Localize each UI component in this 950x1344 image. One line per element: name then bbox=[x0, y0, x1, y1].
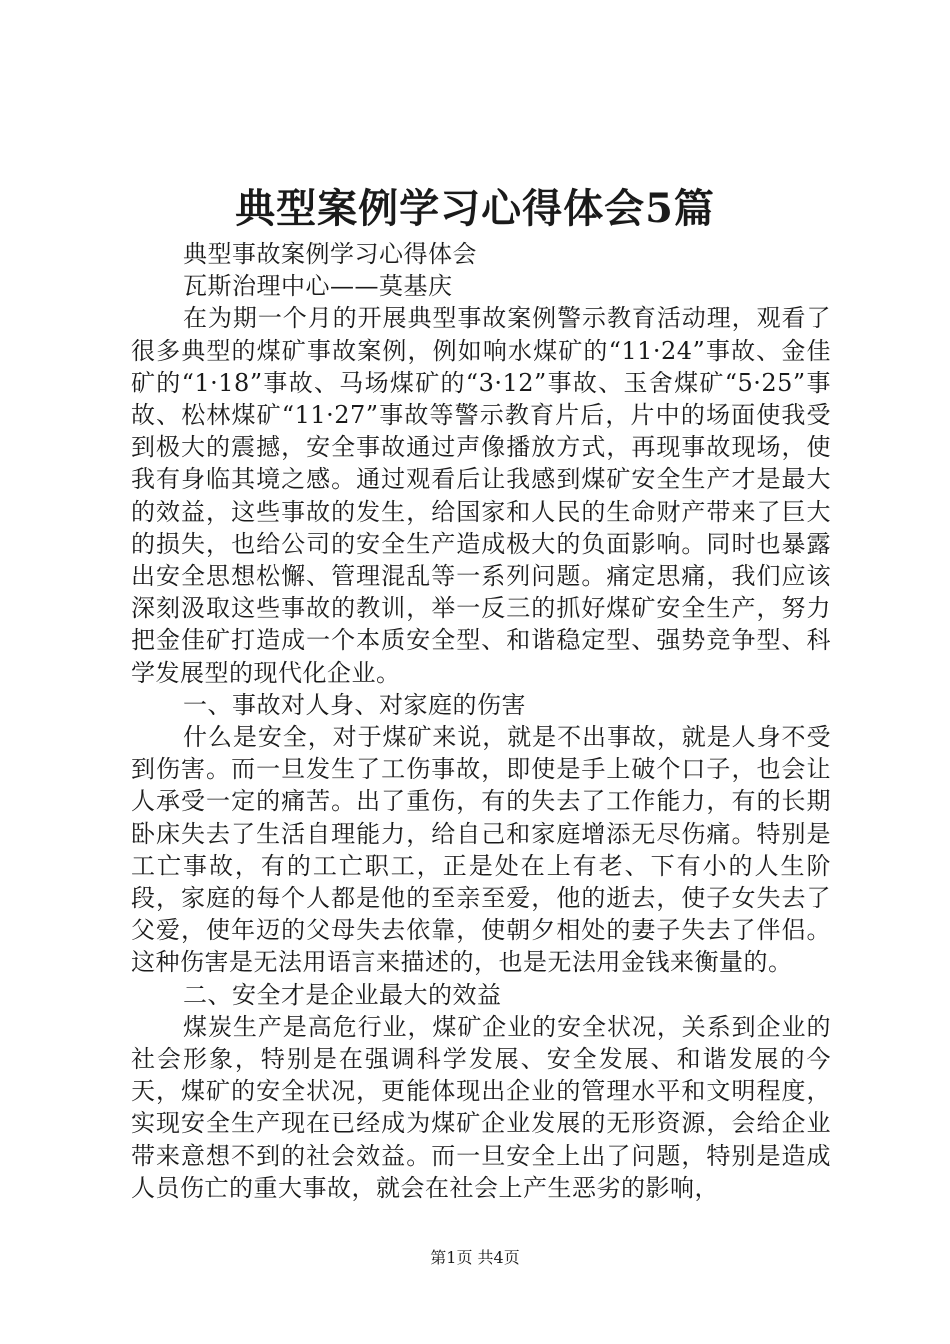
author-line: 瓦斯治理中心——莫基庆 bbox=[183, 272, 453, 301]
document-title: 典型案例学习心得体会5篇 bbox=[235, 185, 715, 232]
section-heading: 一、事故对人身、对家庭的伤害 bbox=[183, 690, 526, 719]
body-paragraph: 煤炭生产是高危行业，煤矿企业的安全状况，关系到企业的社会形象，特别是在强调科学发展、安全发展、和谐发展的今天，煤矿的安全状况，更能体现出企业的管理水平和文明程度，实现安全生产现在已经成为煤矿企业发展的无形资源，会给企业带来意想不到的社会效益。而一旦安全上出了问题，特别是造成人员伤亡的重大事故，就会在社会上产生恶劣的影响， bbox=[131, 1012, 831, 1202]
body-paragraph: 什么是安全，对于煤矿来说，就是不出事故，就是人身不受到伤害。而一旦发生了工伤事故，即使是手上破个口子，也会让人承受一定的痛苦。出了重伤，有的失去了工作能力，有的长期卧床失去了生活自理能力，给自己和家庭增添无尽伤痛。特别是工亡事故，有的工亡职工，正是处在上有老、下有小的人生阶段，家庭的每个人都是他的至亲至爱，他的逝去，使子女失去了父爱，使年迈的父母失去依靠，使朝夕相处的妻子失去了伴侣。这种伤害是无法用语言来描述的，也是无法用金钱来衡量的。 bbox=[131, 723, 831, 977]
section-heading: 二、安全才是企业最大的效益 bbox=[183, 980, 502, 1009]
body-paragraph: 在为期一个月的开展典型事故案例警示教育活动理，观看了很多典型的煤矿事故案例，例如响水煤矿的“11·24”事故、金佳矿的“1·18”事故、马场煤矿的“3·12”事故、玉舍煤矿“5·25”事故、松林煤矿“11·27”事故等警示教育片后，片中的场面使我受到极大的震撼，安全事故通过声像播放方式，再现事故现场，使我有身临其境之感。通过观看后让我感到煤矿安全生产才是最大的效益，这些事故的发生，给国家和人民的生命财产带来了巨大的损失，也给公司的安全生产造成极大的负面影响。同时也暴露出安全思想松懈、管理混乱等一系列问题。痛定思痛，我们应该深刻汲取这些事故的教训，举一反三的抓好煤矿安全生产，努力把金佳矿打造成一个本质安全型、和谐稳定型、强势竞争型、科学发展型的现代化企业。 bbox=[131, 304, 831, 687]
page-number-footer: 第1页 共4页 bbox=[430, 1248, 520, 1267]
document-subtitle: 典型事故案例学习心得体会 bbox=[183, 240, 477, 268]
document-body bbox=[131, 238, 831, 1204]
